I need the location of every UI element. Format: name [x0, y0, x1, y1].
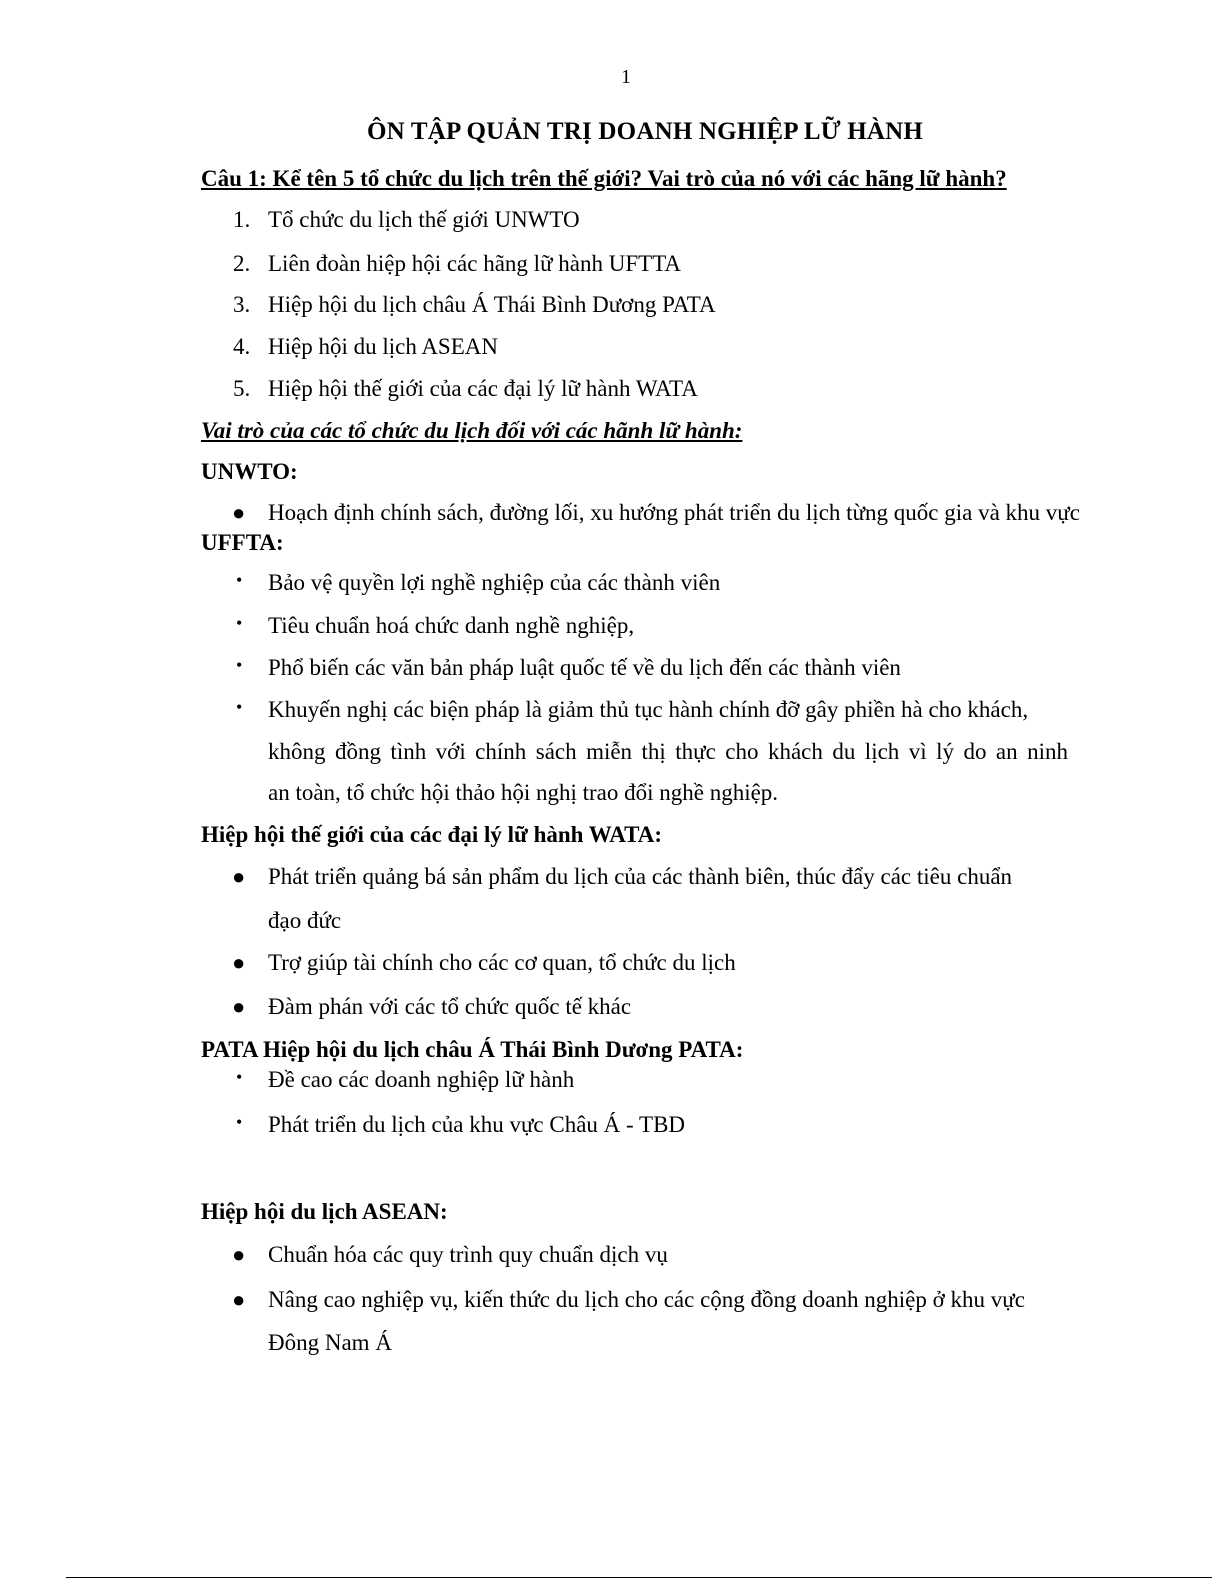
list-text: Liên đoàn hiệp hội các hãng lữ hành UFTTA — [268, 251, 682, 276]
bullet-text: Tiêu chuẩn hoá chức danh nghề nghiệp, — [268, 613, 635, 638]
bullet-text: Khuyến nghị các biện pháp là giảm thủ tục hành chính đỡ gây phiền hà cho khách, — [268, 697, 1029, 722]
bullet-icon: ● — [232, 1242, 246, 1267]
bullet-icon: • — [236, 1067, 243, 1087]
bullet-icon: • — [236, 1112, 243, 1132]
bullet-text: Đề cao các doanh nghiệp lữ hành — [268, 1067, 575, 1092]
list-text: Hiệp hội thế giới của các đại lý lữ hành WATA — [268, 376, 698, 401]
bullet-text: Phổ biến các văn bản pháp luật quốc tế về du lịch đến các thành viên — [268, 655, 901, 680]
bullet-text: Bảo vệ quyền lợi nghề nghiệp của các thành viên — [268, 570, 721, 595]
bullet-text: Đàm phán với các tổ chức quốc tế khác — [268, 994, 632, 1019]
bullet-text-continuation: không đồng tình với chính sách miễn thị thực cho khách du lịch vì lý do an ninh — [268, 739, 1068, 764]
list-number: 1. — [233, 207, 251, 232]
page-number: 1 — [621, 66, 631, 88]
document-title: ÔN TẬP QUẢN TRỊ DOANH NGHIỆP LỮ HÀNH — [366, 118, 924, 145]
asean-heading: Hiệp hội du lịch ASEAN: — [201, 1199, 448, 1224]
bullet-icon: • — [236, 570, 243, 590]
bullet-icon: ● — [232, 1287, 246, 1312]
list-text: Tổ chức du lịch thế giới UNWTO — [268, 207, 580, 232]
bullet-text: Nâng cao nghiệp vụ, kiến thức du lịch cho các cộng đồng doanh nghiệp ở khu vực — [268, 1287, 1025, 1312]
list-text: Hiệp hội du lịch châu Á Thái Bình Dương PATA — [268, 292, 716, 317]
list-text: Hiệp hội du lịch ASEAN — [268, 334, 498, 359]
bullet-text: Hoạch định chính sách, đường lối, xu hướng phát triển du lịch từng quốc gia và khu vực — [268, 500, 1080, 525]
wata-heading: Hiệp hội thế giới của các đại lý lữ hành WATA: — [201, 822, 663, 847]
bullet-text: Trợ giúp tài chính cho các cơ quan, tổ chức du lịch — [268, 950, 736, 975]
list-number: 4. — [233, 334, 251, 359]
bullet-icon: ● — [232, 864, 246, 889]
list-number: 2. — [233, 251, 251, 276]
bullet-text: đạo đức — [268, 908, 342, 933]
bullet-icon: • — [236, 613, 243, 633]
bullet-icon: ● — [232, 500, 246, 525]
page-bottom-rule — [66, 1577, 1212, 1578]
list-number: 5. — [233, 376, 251, 401]
bullet-icon: ● — [232, 994, 246, 1019]
bullet-text: Đông Nam Á — [268, 1330, 392, 1355]
bullet-text: an toàn, tổ chức hội thảo hội nghị trao đổi nghề nghiệp. — [268, 780, 779, 805]
bullet-icon: ● — [232, 950, 246, 975]
roles-heading: Vai trò của các tổ chức du lịch đối với các hãnh lữ hành: — [201, 418, 743, 443]
bullet-icon: • — [236, 697, 243, 717]
bullet-text: Phát triển quảng bá sản phẩm du lịch của các thành biên, thúc đẩy các tiêu chuẩn — [268, 864, 1013, 889]
bullet-icon: • — [236, 655, 243, 675]
bullet-text: Chuẩn hóa các quy trình quy chuẩn dịch vụ — [268, 1242, 668, 1267]
question-heading: Câu 1: Kể tên 5 tổ chức du lịch trên thế giới? Vai trò của nó với các hãng lữ hành? — [201, 166, 1007, 191]
uftta-heading: UFFTA: — [201, 530, 284, 555]
list-number: 3. — [233, 292, 251, 317]
unwto-heading: UNWTO: — [201, 459, 298, 484]
bullet-text: Phát triển du lịch của khu vực Châu Á - TBD — [268, 1112, 686, 1137]
pata-heading: PATA Hiệp hội du lịch châu Á Thái Bình Dương PATA: — [201, 1037, 744, 1062]
